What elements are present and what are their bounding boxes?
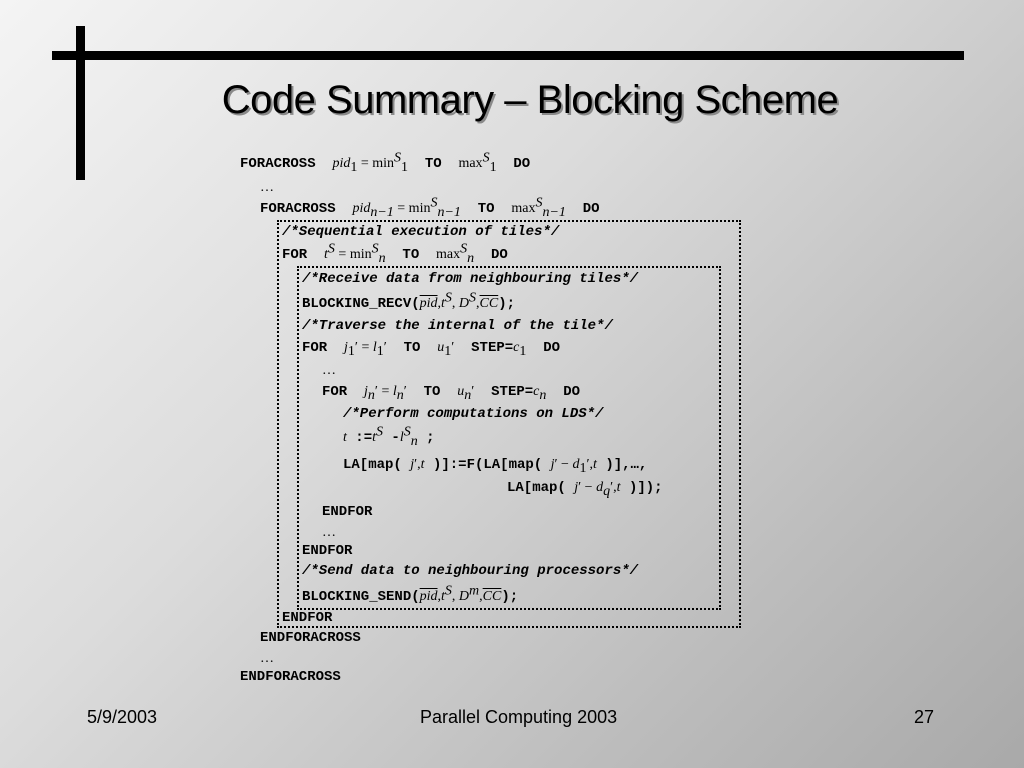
code-line: FOR $j_1' = l_1'$ TO $u_1'$ $STEP=c_1$ DO (302, 340, 561, 359)
code-line: $BLOCKING\_SEND(\overline{pid},t^S$, $D^m,\overline{CC}$); (302, 583, 519, 605)
footer-date: 5/9/2003 (87, 707, 158, 727)
code-line: LA[map( $j' - d_q',t$ )]); (507, 480, 663, 499)
code-line: ENDFOR (302, 543, 353, 559)
code-comment: /*Receive data from neighbouring tiles*/ (302, 271, 639, 287)
slide-number: 27 (914, 707, 935, 727)
code-line: $BLOCKING\_RECV(\overline{pid},t^S$, $D^S,\overline{CC}$); (302, 290, 516, 312)
code-line: … (260, 651, 274, 666)
code-line: FORACROSS $pid_1 = \min^S_1$ TO $\max^S_1$ DO (240, 150, 531, 175)
code-comment: /*Perform computations on LDS*/ (343, 406, 604, 422)
slide-title: Code Summary – Blocking Scheme (221, 78, 839, 122)
code-line: ENDFOR (282, 610, 333, 626)
code-line: LA[map( j′,t )]:=F(LA[map( $j' - d_1',t$ )],…, (343, 457, 648, 476)
code-line: … (322, 525, 336, 540)
code-line: ENDFORACROSS (240, 669, 341, 685)
code-line: … (322, 363, 336, 378)
code-line: ENDFORACROSS (260, 630, 361, 646)
code-line: FOR $t^S = \min^S_n$ TO $\max^S_n$ DO (282, 241, 508, 266)
code-line: ENDFOR (322, 504, 373, 520)
code-line: FOR $j_n' = l_n'$ TO $u_n'$ $STEP=c_n$ DO (322, 384, 581, 403)
code-comment: /*Send data to neighbouring processors*/ (302, 563, 639, 579)
code-line: FORACROSS $pid_{n-1} = \min^S_{n-1}$ TO $\max^S_{n-1}$ DO (260, 195, 600, 220)
code-line: … (260, 180, 274, 195)
code-comment: /*Traverse the internal of the tile*/ (302, 318, 613, 334)
code-line: t $:=t^S$ $-l^S_n$ ; (343, 424, 435, 449)
footer-title: Parallel Computing 2003 (420, 707, 618, 727)
code-comment: /*Sequential execution of tiles*/ (282, 224, 560, 240)
